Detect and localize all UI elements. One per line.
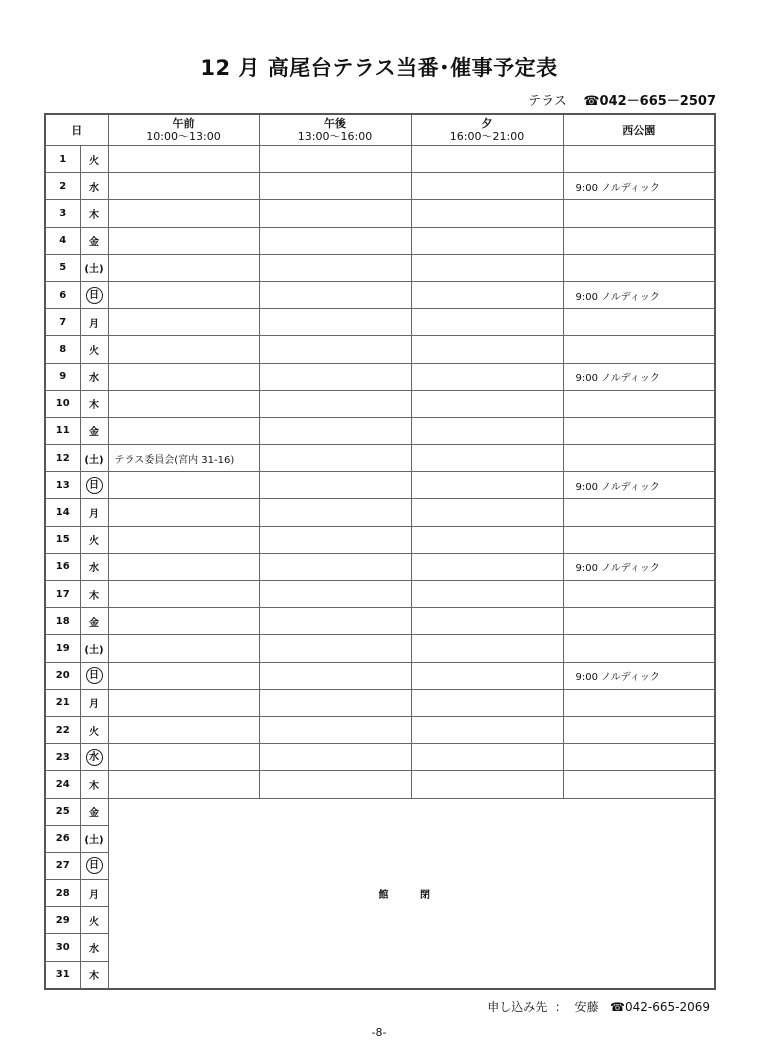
- day-number: 1: [45, 146, 80, 173]
- day-number: 31: [45, 961, 80, 989]
- day-number: 30: [45, 934, 80, 961]
- evening-cell: [411, 662, 563, 689]
- morning-cell: [108, 417, 259, 444]
- weekday-cell: [80, 852, 108, 879]
- evening-cell: [411, 227, 563, 254]
- morning-cell: [108, 608, 259, 635]
- west-park-cell: 9:00 ノルディック: [563, 472, 715, 499]
- weekday: 火: [89, 536, 99, 548]
- header-morning-time: 10:00～13:00: [146, 130, 221, 143]
- afternoon-cell: [259, 499, 411, 526]
- afternoon-cell: [259, 254, 411, 281]
- west-park-cell: [563, 716, 715, 743]
- west-park-cell: 9:00 ノルディック: [563, 662, 715, 689]
- weekday-cell: [80, 499, 108, 526]
- day-number: 25: [45, 798, 80, 825]
- day-number: 12: [45, 445, 80, 472]
- closed-notice: 館 閉: [108, 798, 715, 989]
- west-park-cell: [563, 608, 715, 635]
- weekday: 木: [89, 780, 99, 792]
- table-row: [45, 526, 715, 553]
- day-number: 6: [45, 281, 80, 308]
- morning-cell: [108, 309, 259, 336]
- table-row: [45, 336, 715, 363]
- circled-weekday: 日: [86, 287, 103, 304]
- evening-cell: [411, 499, 563, 526]
- weekday-cell: [80, 662, 108, 689]
- afternoon-cell: [259, 227, 411, 254]
- morning-cell: [108, 526, 259, 553]
- terrace-contact: [528, 90, 716, 109]
- morning-cell: [108, 716, 259, 743]
- afternoon-cell: [259, 200, 411, 227]
- west-park-cell: [563, 200, 715, 227]
- weekday-cell: [80, 309, 108, 336]
- page-number: -8-: [371, 1026, 387, 1039]
- day-number: 5: [45, 254, 80, 281]
- evening-cell: [411, 689, 563, 716]
- footer-separator: ：: [554, 1000, 567, 1014]
- weekday-cell: [80, 798, 108, 825]
- day-number: 13: [45, 472, 80, 499]
- west-park-cell: [563, 689, 715, 716]
- weekday: 月: [89, 318, 99, 330]
- west-park-cell: [563, 390, 715, 417]
- west-park-cell: [563, 417, 715, 444]
- weekday-cell: [80, 825, 108, 852]
- afternoon-cell: [259, 472, 411, 499]
- morning-cell: [108, 146, 259, 173]
- telephone-icon: ☎: [610, 1000, 625, 1014]
- circled-weekday: 日: [86, 857, 103, 874]
- west-park-cell: [563, 309, 715, 336]
- day-number: 24: [45, 771, 80, 798]
- weekday: 金: [89, 237, 99, 249]
- weekday-cell: [80, 934, 108, 961]
- table-row: [45, 499, 715, 526]
- table-row: [45, 146, 715, 173]
- morning-cell: [108, 499, 259, 526]
- morning-cell: [108, 689, 259, 716]
- table-row: [45, 744, 715, 771]
- weekday-cell: [80, 146, 108, 173]
- afternoon-cell: [259, 417, 411, 444]
- weekday-cell: [80, 472, 108, 499]
- weekday: (土): [84, 454, 104, 466]
- west-park-cell: [563, 771, 715, 798]
- day-number: 14: [45, 499, 80, 526]
- morning-cell: [108, 254, 259, 281]
- weekday: 水: [89, 944, 99, 956]
- weekday: 金: [89, 808, 99, 820]
- west-park-cell: 9:00 ノルディック: [563, 281, 715, 308]
- day-number: 28: [45, 880, 80, 907]
- morning-cell: [108, 281, 259, 308]
- footer-phone: 042-665-2069: [624, 1000, 710, 1014]
- afternoon-cell: [259, 608, 411, 635]
- footer-contact: [487, 998, 710, 1015]
- table-row: [45, 635, 715, 662]
- weekday-cell: [80, 281, 108, 308]
- header-evening-time: 16:00～21:00: [449, 130, 525, 143]
- evening-cell: [411, 716, 563, 743]
- weekday: 水: [89, 182, 99, 194]
- afternoon-cell: [259, 445, 411, 472]
- morning-cell: [108, 581, 259, 608]
- table-row: [45, 662, 715, 689]
- table-row: [45, 472, 715, 499]
- day-number: 17: [45, 581, 80, 608]
- table-row: [45, 771, 715, 798]
- table-row: [45, 445, 715, 472]
- day-number: 18: [45, 608, 80, 635]
- evening-cell: [411, 309, 563, 336]
- weekday: 金: [89, 427, 99, 439]
- weekday-cell: [80, 716, 108, 743]
- day-number: 11: [45, 417, 80, 444]
- header-afternoon-time: 13:00～16:00: [297, 130, 373, 143]
- header-row: [45, 114, 715, 146]
- day-number: 7: [45, 309, 80, 336]
- weekday: 水: [89, 373, 99, 385]
- weekday: 月: [89, 509, 99, 521]
- evening-cell: [411, 336, 563, 363]
- day-number: 4: [45, 227, 80, 254]
- weekday-cell: [80, 689, 108, 716]
- header-day: 日: [45, 114, 108, 146]
- weekday-cell: [80, 417, 108, 444]
- page-title: 12 月 高尾台テラス当番･催事予定表: [200, 56, 558, 80]
- weekday-cell: [80, 336, 108, 363]
- weekday: 月: [89, 889, 99, 901]
- evening-cell: [411, 608, 563, 635]
- table-row: [45, 281, 715, 308]
- weekday: 火: [89, 916, 99, 928]
- evening-cell: [411, 254, 563, 281]
- header-morning: [108, 114, 259, 146]
- weekday-cell: [80, 227, 108, 254]
- telephone-icon: ☎: [583, 94, 600, 109]
- morning-cell: [108, 363, 259, 390]
- weekday-cell: [80, 445, 108, 472]
- afternoon-cell: [259, 363, 411, 390]
- evening-cell: [411, 553, 563, 580]
- circled-weekday: 水: [86, 749, 103, 766]
- day-number: 2: [45, 173, 80, 200]
- day-number: 8: [45, 336, 80, 363]
- weekday-cell: [80, 880, 108, 907]
- evening-cell: [411, 581, 563, 608]
- weekday-cell: [80, 961, 108, 989]
- day-number: 27: [45, 852, 80, 879]
- evening-cell: [411, 771, 563, 798]
- weekday-cell: [80, 200, 108, 227]
- afternoon-cell: [259, 281, 411, 308]
- west-park-cell: 9:00 ノルディック: [563, 553, 715, 580]
- weekday: 木: [89, 590, 99, 602]
- weekday: 火: [89, 726, 99, 738]
- weekday-cell: [80, 907, 108, 934]
- weekday: 火: [89, 155, 99, 167]
- morning-cell: [108, 390, 259, 417]
- afternoon-cell: [259, 662, 411, 689]
- day-number: 19: [45, 635, 80, 662]
- table-row: [45, 227, 715, 254]
- header-afternoon: [259, 114, 411, 146]
- day-number: 16: [45, 553, 80, 580]
- afternoon-cell: [259, 173, 411, 200]
- weekday: 火: [89, 345, 99, 357]
- afternoon-cell: [259, 581, 411, 608]
- west-park-cell: [563, 227, 715, 254]
- west-park-cell: [563, 744, 715, 771]
- afternoon-cell: [259, 635, 411, 662]
- weekday-cell: [80, 608, 108, 635]
- header-morning-label: 午前: [172, 117, 195, 130]
- evening-cell: [411, 635, 563, 662]
- weekday: (土): [84, 835, 104, 847]
- afternoon-cell: [259, 390, 411, 417]
- weekday: 木: [89, 209, 99, 221]
- weekday: (土): [84, 644, 104, 656]
- table-row: [45, 716, 715, 743]
- schedule-body: [45, 146, 715, 989]
- day-number: 20: [45, 662, 80, 689]
- west-park-cell: [563, 526, 715, 553]
- morning-cell: [108, 227, 259, 254]
- evening-cell: [411, 417, 563, 444]
- evening-cell: [411, 390, 563, 417]
- morning-cell: [108, 173, 259, 200]
- footer-label: 申し込み先: [487, 1000, 548, 1014]
- evening-cell: [411, 445, 563, 472]
- west-park-cell: 9:00 ノルディック: [563, 173, 715, 200]
- morning-cell: [108, 771, 259, 798]
- afternoon-cell: [259, 689, 411, 716]
- weekday: 月: [89, 699, 99, 711]
- table-row: [45, 200, 715, 227]
- weekday: 水: [89, 563, 99, 575]
- evening-cell: [411, 200, 563, 227]
- afternoon-cell: [259, 309, 411, 336]
- day-number: 3: [45, 200, 80, 227]
- weekday: 木: [89, 971, 99, 983]
- weekday: 金: [89, 617, 99, 629]
- terrace-phone: 042－665－2507: [599, 94, 716, 109]
- morning-cell: [108, 200, 259, 227]
- weekday-cell: [80, 744, 108, 771]
- circled-weekday: 日: [86, 667, 103, 684]
- afternoon-cell: [259, 744, 411, 771]
- weekday-cell: [80, 363, 108, 390]
- west-park-cell: [563, 445, 715, 472]
- west-park-cell: [563, 146, 715, 173]
- table-row: [45, 798, 715, 825]
- afternoon-cell: [259, 771, 411, 798]
- day-number: 22: [45, 716, 80, 743]
- evening-cell: [411, 146, 563, 173]
- morning-cell: [108, 744, 259, 771]
- table-row: [45, 581, 715, 608]
- weekday: 木: [89, 400, 99, 412]
- day-number: 23: [45, 744, 80, 771]
- header-west-park: 西公園: [563, 114, 715, 146]
- table-row: [45, 390, 715, 417]
- evening-cell: [411, 281, 563, 308]
- footer-name: 安藤: [574, 1000, 599, 1014]
- day-number: 29: [45, 907, 80, 934]
- weekday-cell: [80, 526, 108, 553]
- afternoon-cell: [259, 553, 411, 580]
- evening-cell: [411, 472, 563, 499]
- weekday-cell: [80, 173, 108, 200]
- weekday-cell: [80, 771, 108, 798]
- evening-cell: [411, 744, 563, 771]
- afternoon-cell: [259, 336, 411, 363]
- west-park-cell: [563, 336, 715, 363]
- west-park-cell: [563, 581, 715, 608]
- morning-cell: [108, 635, 259, 662]
- table-row: [45, 363, 715, 390]
- header-afternoon-label: 午後: [324, 117, 346, 130]
- weekday-cell: [80, 635, 108, 662]
- day-number: 10: [45, 390, 80, 417]
- west-park-cell: 9:00 ノルディック: [563, 363, 715, 390]
- afternoon-cell: [259, 716, 411, 743]
- morning-cell: [108, 472, 259, 499]
- weekday-cell: [80, 254, 108, 281]
- morning-cell: [108, 336, 259, 363]
- table-row: [45, 553, 715, 580]
- west-park-cell: [563, 254, 715, 281]
- schedule-table: [44, 113, 716, 990]
- day-number: 21: [45, 689, 80, 716]
- day-number: 26: [45, 825, 80, 852]
- terrace-label: テラス: [528, 94, 567, 109]
- table-row: [45, 309, 715, 336]
- header-evening: [411, 114, 563, 146]
- weekday: (土): [84, 264, 104, 276]
- circled-weekday: 日: [86, 477, 103, 494]
- header-evening-label: 夕: [481, 117, 493, 130]
- morning-cell: テラス委員会(宮内 31-16): [108, 445, 259, 472]
- table-row: [45, 173, 715, 200]
- west-park-cell: [563, 635, 715, 662]
- afternoon-cell: [259, 146, 411, 173]
- table-row: [45, 608, 715, 635]
- weekday-cell: [80, 553, 108, 580]
- weekday-cell: [80, 390, 108, 417]
- table-row: [45, 417, 715, 444]
- morning-cell: [108, 553, 259, 580]
- table-row: [45, 254, 715, 281]
- evening-cell: [411, 363, 563, 390]
- west-park-cell: [563, 499, 715, 526]
- evening-cell: [411, 173, 563, 200]
- weekday-cell: [80, 581, 108, 608]
- evening-cell: [411, 526, 563, 553]
- table-row: [45, 689, 715, 716]
- afternoon-cell: [259, 526, 411, 553]
- morning-cell: [108, 662, 259, 689]
- day-number: 9: [45, 363, 80, 390]
- day-number: 15: [45, 526, 80, 553]
